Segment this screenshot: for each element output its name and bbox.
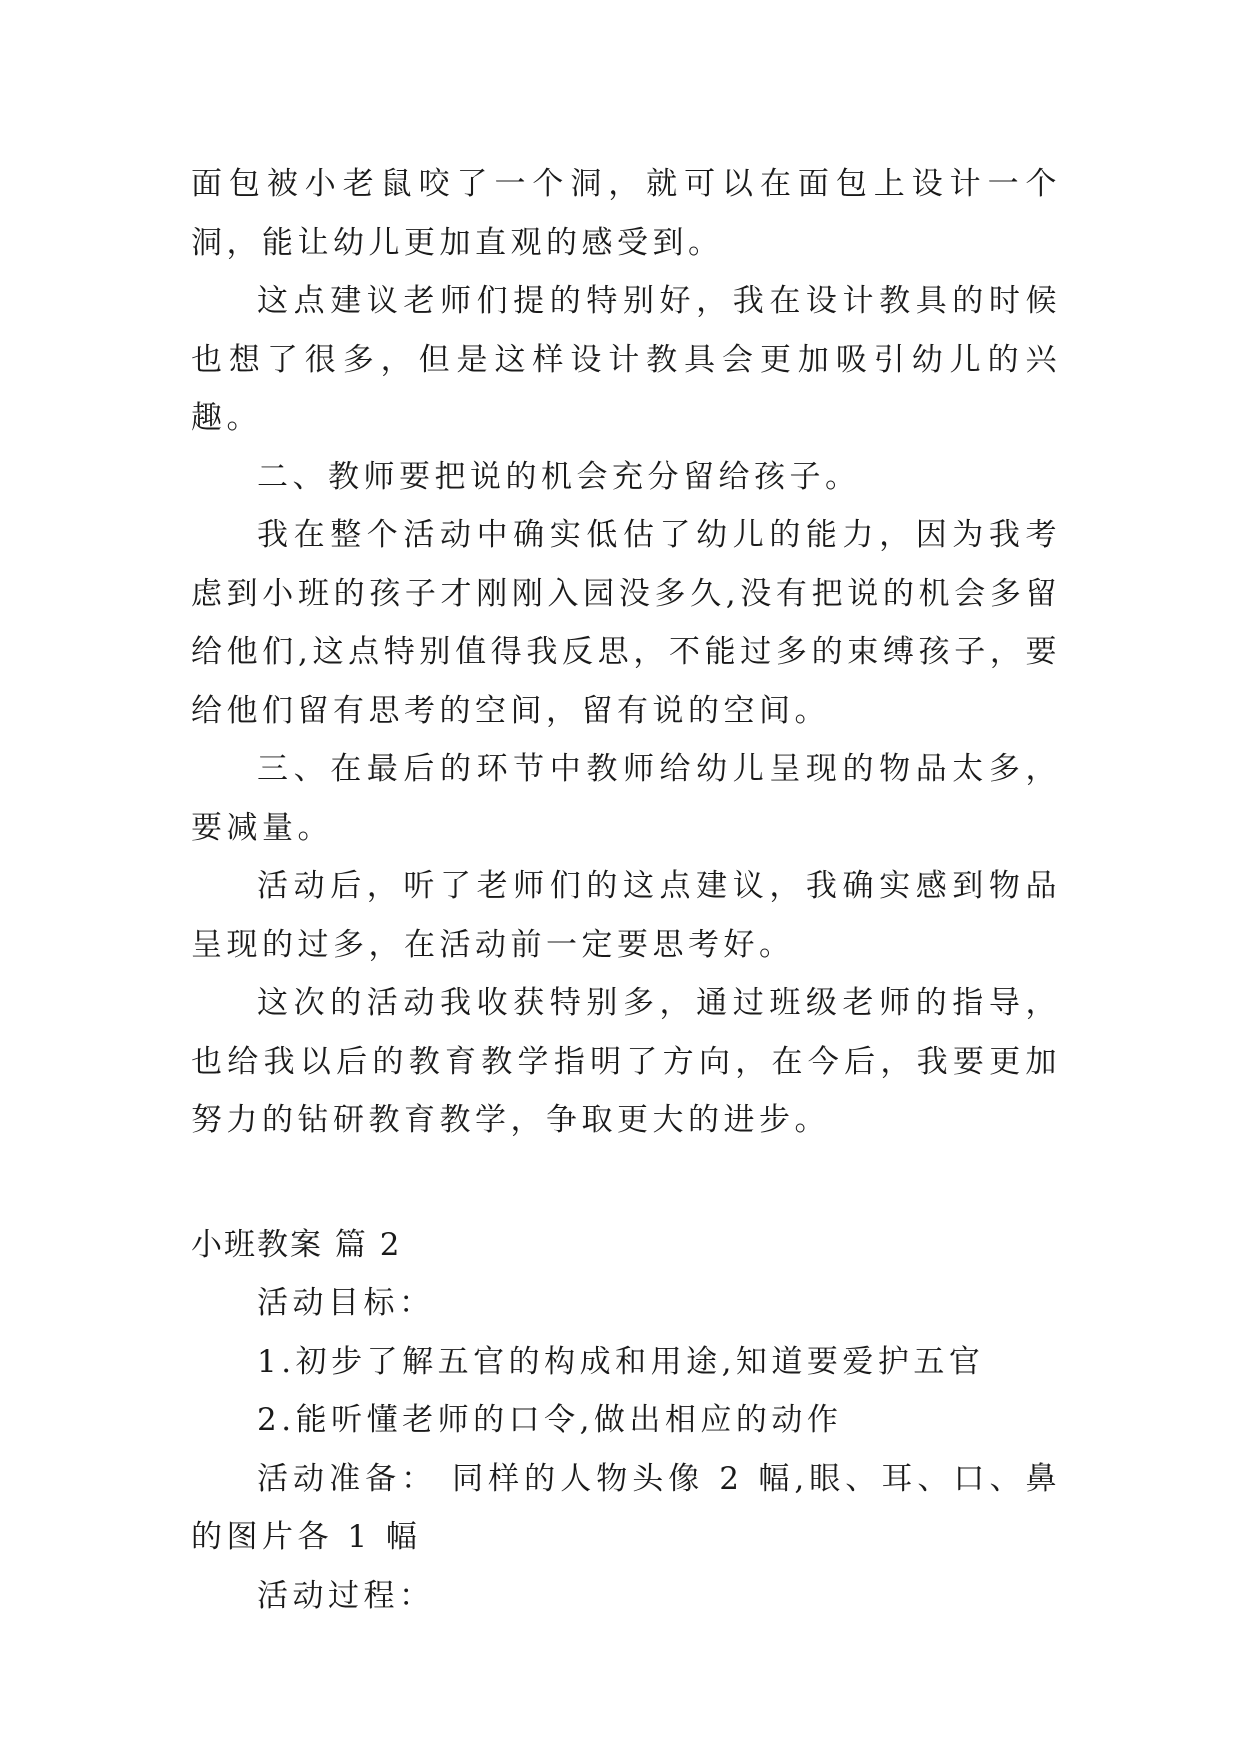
list-item: 2.能听懂老师的口令,做出相应的动作 [257,1402,843,1438]
paragraph: 活动后，听了老师们的这点建议，我确实感到物品呈现的过多，在活动前一定要思考好。 [191,868,1061,963]
paragraph: 活动过程： [257,1577,435,1614]
paragraph-heading: 二、教师要把说的机会充分留给孩子。 [257,458,861,495]
paragraph: 这次的活动我收获特别多，通过班级老师的指导，也给我以后的教育教学指明了方向，在今后，我要更加努力的钻研教育教学，争取更大的进步。 [191,985,1061,1138]
paragraph: 我在整个活动中确实低估了幼儿的能力，因为我考虑到小班的孩子才刚刚入园没多久,没有把说的机会多留给他们,这点特别值得我反思，不能过多的束缚孩子，要给他们留有思考的空间，留有说的空间。 [191,517,1061,729]
paragraph: 活动目标： [257,1285,435,1321]
paragraph-continued: 面包被小老鼠咬了一个洞，就可以在面包上设计一个洞，能让幼儿更加直观的感受到。 [191,166,1061,261]
document-page [191,155,1061,1625]
paragraph-heading: 三、在最后的环节中教师给幼儿呈现的物品太多，要减量。 [191,751,1061,846]
list-item: 1.初步了解五官的构成和用途,知道要爱护五官 [257,1343,985,1380]
paragraph: 活动准备： 同样的人物头像 2 幅,眼、耳、口、鼻的图片各 1 幅 [191,1460,1061,1555]
paragraph: 这点建议老师们提的特别好，我在设计教具的时候也想了很多，但是这样设计教具会更加吸引幼儿的兴趣。 [191,283,1061,436]
section-title: 小班教案 篇 2 [191,1226,402,1263]
section-spacer [191,1150,1061,1216]
